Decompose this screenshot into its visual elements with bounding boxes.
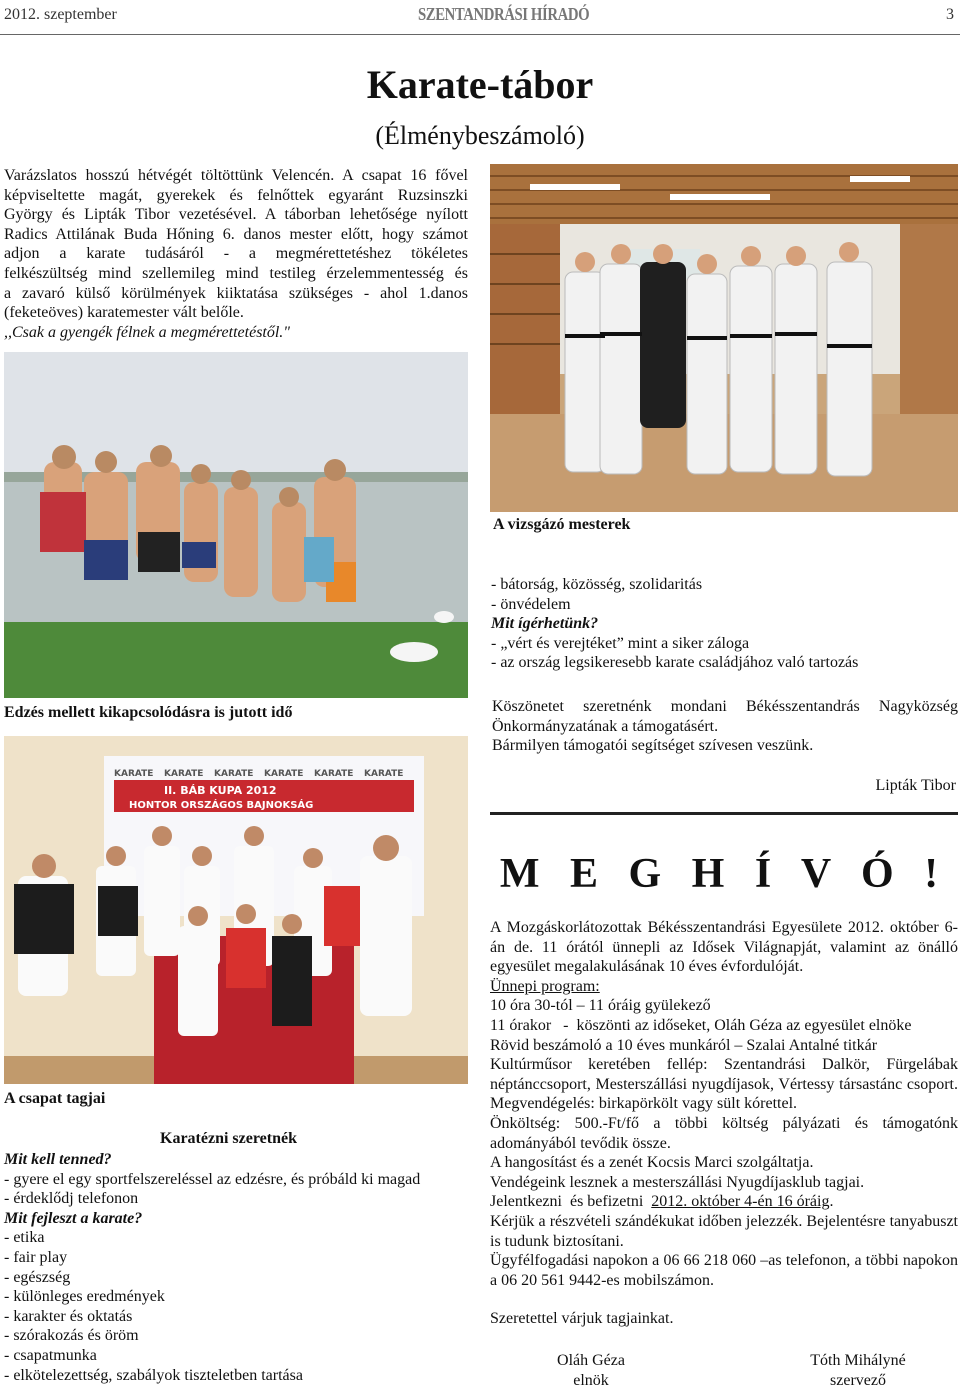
intro-line: (feketeöves) karatemester vált belőle.: [4, 304, 244, 322]
program-item: 11 órakor - köszönti az időseket, Oláh Géza az egyesület elnöke: [490, 1016, 912, 1034]
banner-karate-text: KARATE: [364, 769, 404, 779]
banner-championship-text: HONTOR ORSZÁGOS BAJNOKSÁG: [129, 800, 314, 811]
join-question: Mit fejleszt a karate?: [4, 1209, 143, 1227]
lake-caption: Edzés mellett kikapcsolódásra is jutott idő: [4, 704, 293, 721]
intro-line: felkészültség mind szellemileg mind testileg érzelemmentesség és: [4, 264, 468, 282]
join-question: Mit kell tenned?: [4, 1151, 112, 1168]
thanks-block: [492, 697, 958, 756]
office-info: Ügyfélfogadási napokon a 06 66 218 060 –as telefonon, a többi napokon a 06 20 561 9442-es mobilszámon.: [490, 1252, 958, 1289]
registration-suffix: .: [829, 1193, 834, 1211]
intro-paragraph: [4, 166, 468, 342]
header-divider: [0, 34, 960, 35]
section-divider: [490, 812, 958, 815]
registration-prefix: Jelentkezni és befizetni: [490, 1193, 652, 1211]
program-culture: Kultúrműsor keretében fellép: Szentandrási Dalkör, Fürgelábak néptánccsoport, Mesterszállási nyugdíjasok, Vértessy társastánc csoport. Megvendégelés: birkapörkölt vagy sült kórettel.: [490, 1056, 958, 1113]
thanks-line: Köszönetet szeretnénk mondani Békésszentandrás Nagyközség: [492, 698, 958, 715]
page-number: 3: [946, 6, 954, 23]
program-item: Rövid beszámoló a 10 éves munkáról – Szalai Antalné titkár: [490, 1036, 878, 1054]
promise-question: Mit ígérhetünk?: [491, 615, 599, 633]
benefit-item: - karakter és oktatás: [4, 1307, 133, 1325]
signature-organizer: [790, 1351, 926, 1390]
intro-line: a zavaró külső körülmények kiiktatása szükséges - ahol 1.danos: [4, 284, 468, 302]
benefit-item: - különleges eredmények: [4, 1288, 165, 1306]
team-caption: A csapat tagjai: [4, 1090, 106, 1107]
quote: ,,Csak a gyengék félnek a megmérettetéstől.": [4, 323, 291, 341]
registration-info: [490, 1192, 958, 1212]
banner-karate-text: KARATE: [314, 769, 354, 779]
benefit-item: - csapatmunka: [4, 1346, 97, 1364]
intro-line: képviseltette magát, gyerekek és felnőttek egyaránt Ruzsinszki: [4, 186, 468, 204]
benefit-item: - szórakozás és öröm: [4, 1327, 139, 1345]
benefit-item: - egészség: [4, 1268, 71, 1286]
registration-deadline: 2012. október 4-én 16 óráig: [651, 1193, 830, 1211]
thanks-line: Bármilyen támogatói segítséget szívesen veszünk.: [492, 737, 814, 755]
promise-item: - „vért és verejtéket” mint a siker záloga: [491, 634, 750, 652]
signature-role: elnök: [573, 1371, 609, 1389]
masthead: SZENTANDRÁSI HÍRADÓ: [418, 4, 590, 24]
masters-photo: [490, 164, 958, 512]
benefit-item: - fair play: [4, 1248, 68, 1266]
thanks-line: Önkormányzatának a támogatásért.: [492, 717, 719, 735]
program-item: 10 óra 30-tól – 11 óráig gyülekező: [490, 997, 711, 1015]
intro-line: György és Lipták Tibor vezetésével. A táborban lehetősége nyílott: [4, 206, 468, 224]
signature-role: szervező: [830, 1371, 886, 1389]
program-heading: Ünnepi program:: [490, 977, 600, 995]
value-item: - bátorság, közösség, szolidaritás: [491, 576, 703, 593]
article-author: Lipták Tibor: [875, 777, 956, 794]
intro-line: adjon a karate tudásáról - a megmérettetéshez tökéletes: [4, 245, 468, 263]
article-title: Karate-tábor: [366, 62, 594, 107]
join-heading: Karatézni szeretnék: [160, 1130, 297, 1147]
issue-date: 2012. szeptember: [4, 6, 117, 23]
banner-karate-text: KARATE: [214, 769, 254, 779]
signature-president: [536, 1351, 646, 1390]
guests-info: Vendégeink lesznek a mesterszállási Nyugdíjasklub tagjai.: [490, 1173, 865, 1191]
signature-name: Tóth Mihályné: [810, 1352, 906, 1369]
value-item: - önvédelem: [491, 595, 571, 613]
join-answer: - gyere el egy sportfelszereléssel az edzésre, és próbáld ki magad: [4, 1170, 421, 1188]
promise-item: - az ország legsikeresebb karate családjához való tartozás: [491, 654, 859, 672]
banner-cup-text: II. BÁB KUPA 2012: [164, 784, 277, 797]
intro-line: Varázslatos hosszú hétvégét töltöttünk Velencén. A csapat 16 fővel: [4, 167, 468, 184]
intro-line: Radics Attilának Buda Hőning 6. danos mester előtt, hogy számot: [4, 225, 468, 243]
lake-photo: [4, 352, 468, 698]
banner-karate-text: KARATE: [114, 769, 154, 779]
benefit-item: - etika: [4, 1229, 45, 1247]
banner-karate-text: KARATE: [164, 769, 204, 779]
invitation-intro: A Mozgáskorlátozottak Békésszentandrási Egyesülete 2012. október 6-án de. 11 órától ünnepli az Idősek Világnapját, valamint az önálló egyesület megalakulásának 10 éves évfordulóját.: [490, 919, 958, 976]
cost-info: Önköltség: 500.-Ft/fő a többi költség pályázati és támogatónk adományából tevődik össze.: [490, 1114, 958, 1152]
invitation-title: M E G H Í V Ó !: [499, 851, 949, 897]
join-answer: - érdeklődj telefonon: [4, 1190, 139, 1208]
spacer: [490, 1290, 958, 1309]
masters-caption: A vizsgázó mesterek: [493, 516, 631, 533]
music-info: A hangosítást és a zenét Kocsis Marci szolgáltatja.: [490, 1154, 814, 1172]
request-info: Kérjük a részvételi szándékukat időben jelezzék. Bejelentésre tanyabuszt is tudunk biztosítani.: [490, 1212, 958, 1250]
join-block: [4, 1150, 420, 1385]
benefit-item: - elkötelezettség, szabályok tiszteletben tartása: [4, 1366, 303, 1384]
article-subtitle: (Élménybeszámoló): [375, 121, 585, 150]
signature-name: Oláh Géza: [557, 1352, 625, 1369]
invitation-body: [490, 918, 958, 1329]
values-block: [491, 575, 858, 673]
banner-karate-text: KARATE: [264, 769, 304, 779]
team-photo: [4, 736, 468, 1084]
closing-line: Szeretettel várjuk tagjainkat.: [490, 1310, 674, 1328]
